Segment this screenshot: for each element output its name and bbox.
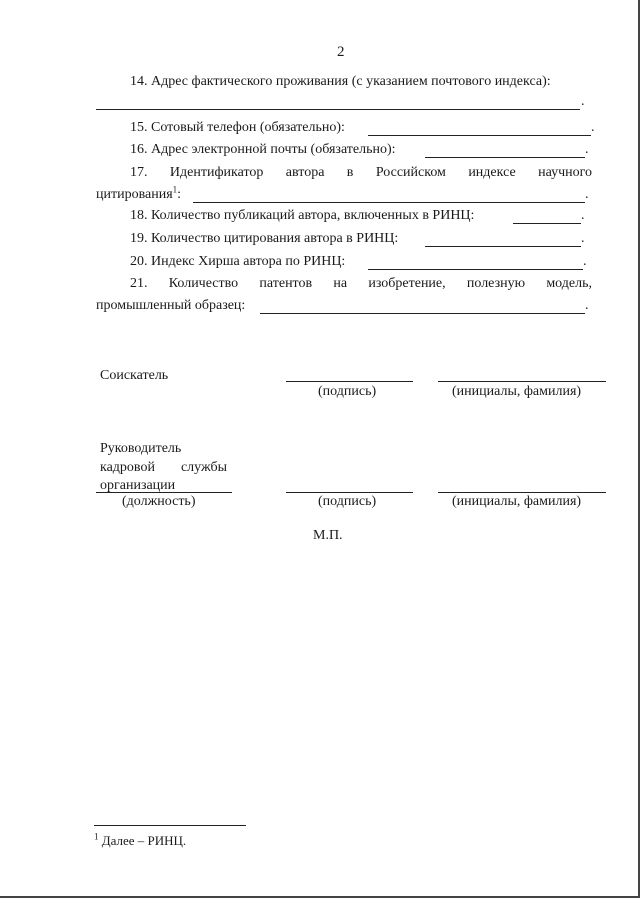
field-21-word: изобретение, [368, 276, 446, 291]
field-16-blank[interactable] [425, 157, 585, 158]
field-19-blank[interactable] [425, 246, 581, 247]
hr-position-line[interactable] [96, 492, 232, 493]
field-18-blank[interactable] [513, 223, 581, 224]
applicant-label: Соискатель [100, 368, 169, 383]
field-17-word: научного [538, 165, 592, 180]
field-21-word: модель, [546, 276, 592, 291]
field-17-word: автора [285, 165, 325, 180]
field-15-period: . [591, 120, 595, 135]
applicant-initials-line[interactable] [438, 381, 606, 382]
field-15-blank[interactable] [368, 135, 591, 136]
field-17-word: Идентификатор [169, 165, 264, 180]
hr-word: службы [180, 460, 227, 475]
hr-signature-caption: (подпись) [318, 494, 377, 509]
field-17-blank[interactable] [193, 202, 585, 203]
field-21-word: Количество [168, 276, 239, 291]
field-15-label: 15. Сотовый телефон (обязательно): [130, 120, 345, 135]
field-17-line1 [130, 165, 592, 181]
applicant-signature-line[interactable] [286, 381, 413, 382]
field-21-blank[interactable] [260, 313, 585, 314]
footnote-marker: 1 [94, 831, 99, 842]
field-17-period: . [585, 187, 589, 202]
hr-initials-line[interactable] [438, 492, 606, 493]
hr-head-label-line2 [100, 460, 227, 476]
applicant-initials-caption: (инициалы, фамилия) [452, 384, 582, 399]
field-20-period: . [583, 254, 587, 269]
field-17-line2 [96, 184, 182, 203]
field-14-label: 14. Адрес фактического проживания (с указанием почтового индекса): [130, 74, 551, 89]
field-16-label: 16. Адрес электронной почты (обязательно): [130, 142, 396, 157]
page-number: 2 [337, 44, 345, 60]
hr-word: кадровой [100, 460, 155, 475]
field-20-label: 20. Индекс Хирша автора по РИНЦ: [130, 254, 346, 269]
hr-signature-line[interactable] [286, 492, 413, 493]
field-17-word: индексе [468, 165, 516, 180]
footnote-ref: 1 [172, 184, 178, 195]
field-17-word: в [346, 165, 354, 180]
field-18-label: 18. Количество публикаций автора, включенных в РИНЦ: [130, 208, 475, 223]
footnote-text: Далее – РИНЦ. [101, 833, 187, 848]
hr-head-label-line3: организации [100, 478, 176, 493]
field-19-period: . [581, 231, 585, 246]
footnote [94, 833, 186, 849]
field-17-citation-word: цитирования [96, 187, 173, 202]
field-21-line2: промышленный образец: [96, 298, 246, 313]
hr-initials-caption: (инициалы, фамилия) [452, 494, 582, 509]
field-21-word: 21. [130, 276, 148, 291]
field-16-period: . [585, 142, 589, 157]
field-14-period: . [581, 94, 585, 109]
field-17-word: Российском [375, 165, 446, 180]
field-21-word: на [333, 276, 348, 291]
applicant-signature-caption: (подпись) [318, 384, 377, 399]
field-14-blank[interactable] [96, 109, 580, 110]
field-17-colon: : [177, 187, 182, 202]
field-19-label: 19. Количество цитирования автора в РИНЦ: [130, 231, 399, 246]
field-20-blank[interactable] [368, 269, 583, 270]
field-21-word: полезную [466, 276, 526, 291]
field-17-word: 17. [130, 165, 148, 180]
footnote-separator [94, 825, 246, 826]
field-21-line1 [130, 276, 592, 292]
field-21-period: . [585, 298, 589, 313]
field-21-word: патентов [259, 276, 313, 291]
hr-position-caption: (должность) [122, 494, 196, 509]
hr-head-label-line1: Руководитель [100, 441, 182, 456]
field-18-period: . [581, 208, 585, 223]
stamp-place: М.П. [313, 528, 343, 543]
